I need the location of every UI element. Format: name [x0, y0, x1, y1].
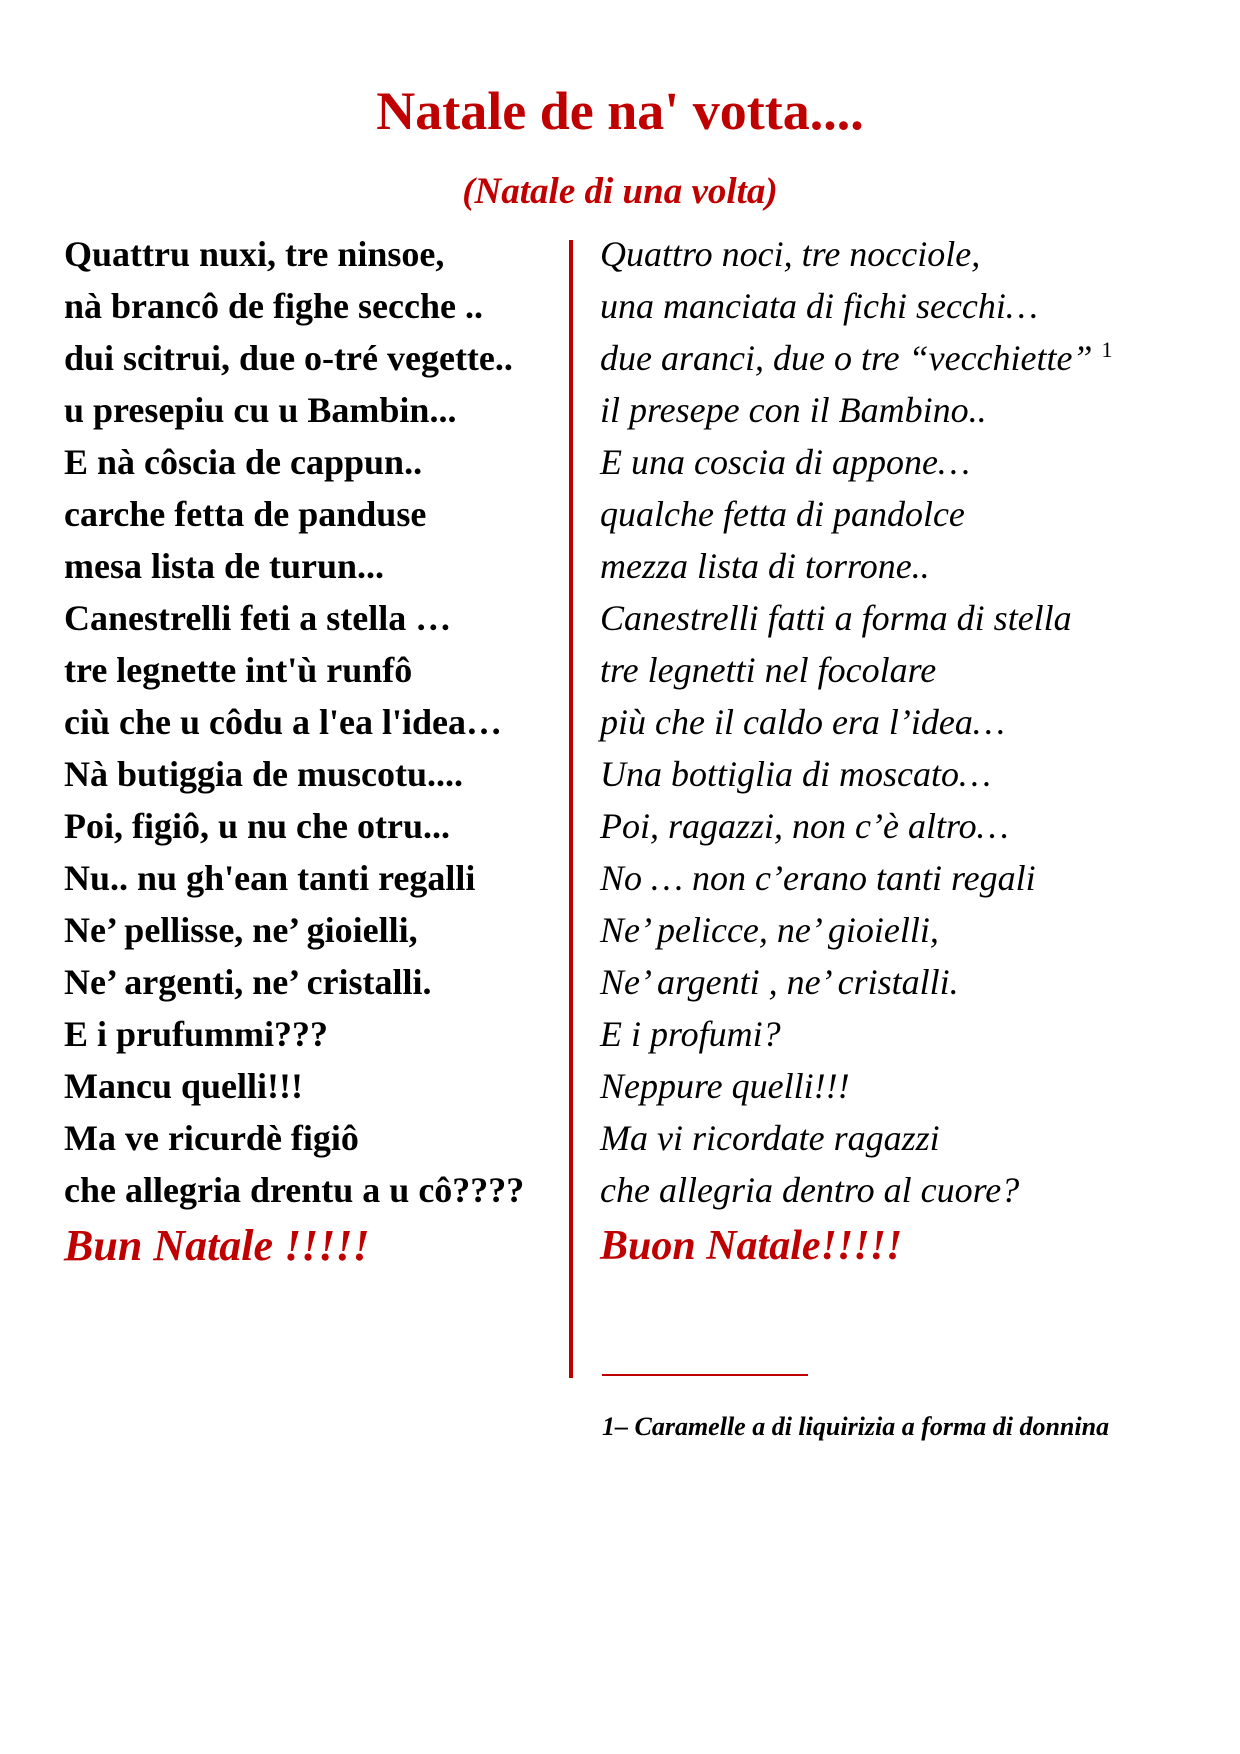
dialect-line: carche fetta de panduse: [64, 494, 427, 534]
italian-line-text: due aranci, due o tre “vecchiette”: [600, 338, 1093, 378]
dialect-line: Canestrelli feti a stella …: [64, 598, 452, 638]
dialect-line: Ne’ pellisse, ne’ gioielli,: [64, 910, 418, 950]
dialect-line: ciù che u côdu a l'ea l'idea…: [64, 702, 503, 742]
dialect-line: dui scitrui, due o-tré vegette..: [64, 338, 513, 378]
italian-line: No … non c’erano tanti regali: [600, 858, 1036, 898]
italian-line: Canestrelli fatti a forma di stella: [600, 598, 1072, 638]
dialect-line: nà brancô de fighe secche ..: [64, 286, 483, 326]
dialect-line: Ne’ argenti, ne’ cristalli.: [64, 962, 432, 1002]
italian-line-with-footnote: [600, 332, 1220, 384]
italian-line: il presepe con il Bambino..: [600, 390, 987, 430]
italian-line: qualche fetta di pandolce: [600, 494, 965, 534]
italian-line: mezza lista di torrone..: [600, 546, 930, 586]
italian-closing: Buon Natale!!!!!: [600, 1223, 903, 1269]
footnote-text: 1– Caramelle a di liquirizia a forma di donnina: [602, 1412, 1110, 1441]
footnote-rule: [602, 1374, 808, 1376]
dialect-line: E i prufummi???: [64, 1014, 329, 1054]
dialect-line: Nu.. nu gh'ean tanti regalli: [64, 858, 476, 898]
dialect-line: Mancu quelli!!!: [64, 1066, 303, 1106]
dialect-line: Ma ve ricurdè figiô: [64, 1118, 359, 1158]
dialect-line: mesa lista de turun...: [64, 546, 385, 586]
dialect-line: E nà côscia de cappun..: [64, 442, 423, 482]
italian-line: che allegria dentro al cuore?: [600, 1170, 1020, 1210]
dialect-line: Poi, figiô, u nu che otru...: [64, 806, 451, 846]
footnote-marker: 1: [1101, 337, 1113, 362]
dialect-column: [64, 228, 564, 1276]
dialect-line: tre legnette int'ù runfô: [64, 650, 413, 690]
dialect-line: Quattru nuxi, tre ninsoe,: [64, 234, 445, 274]
italian-line: più che il caldo era l’idea…: [600, 702, 1005, 742]
dialect-closing: Bun Natale !!!!!: [64, 1221, 370, 1270]
dialect-line: Nà butiggia de muscotu....: [64, 754, 464, 794]
italian-line: Ne’ pelicce, ne’ gioielli,: [600, 910, 939, 950]
italian-line: Ne’ argenti , ne’ cristalli.: [600, 962, 959, 1002]
italian-line: Ma vi ricordate ragazzi: [600, 1118, 940, 1158]
dialect-line: che allegria drentu a u cô????: [64, 1170, 525, 1210]
italian-line: Una bottiglia di moscato…: [600, 754, 992, 794]
italian-line: E i profumi?: [600, 1014, 781, 1054]
italian-column: [600, 228, 1220, 1276]
italian-line: Quattro noci, tre nocciole,: [600, 234, 981, 274]
italian-line: Neppure quelli!!!: [600, 1066, 850, 1106]
italian-line: Poi, ragazzi, non c’è altro…: [600, 806, 1009, 846]
dialect-line: u presepiu cu u Bambin...: [64, 390, 457, 430]
page-title: Natale de na' votta....: [376, 81, 864, 141]
column-divider: [569, 240, 573, 1378]
page-subtitle: (Natale di una volta): [462, 171, 778, 212]
italian-line: tre legnetti nel focolare: [600, 650, 937, 690]
italian-line: una manciata di fichi secchi…: [600, 286, 1038, 326]
italian-line: E una coscia di appone…: [600, 442, 970, 482]
